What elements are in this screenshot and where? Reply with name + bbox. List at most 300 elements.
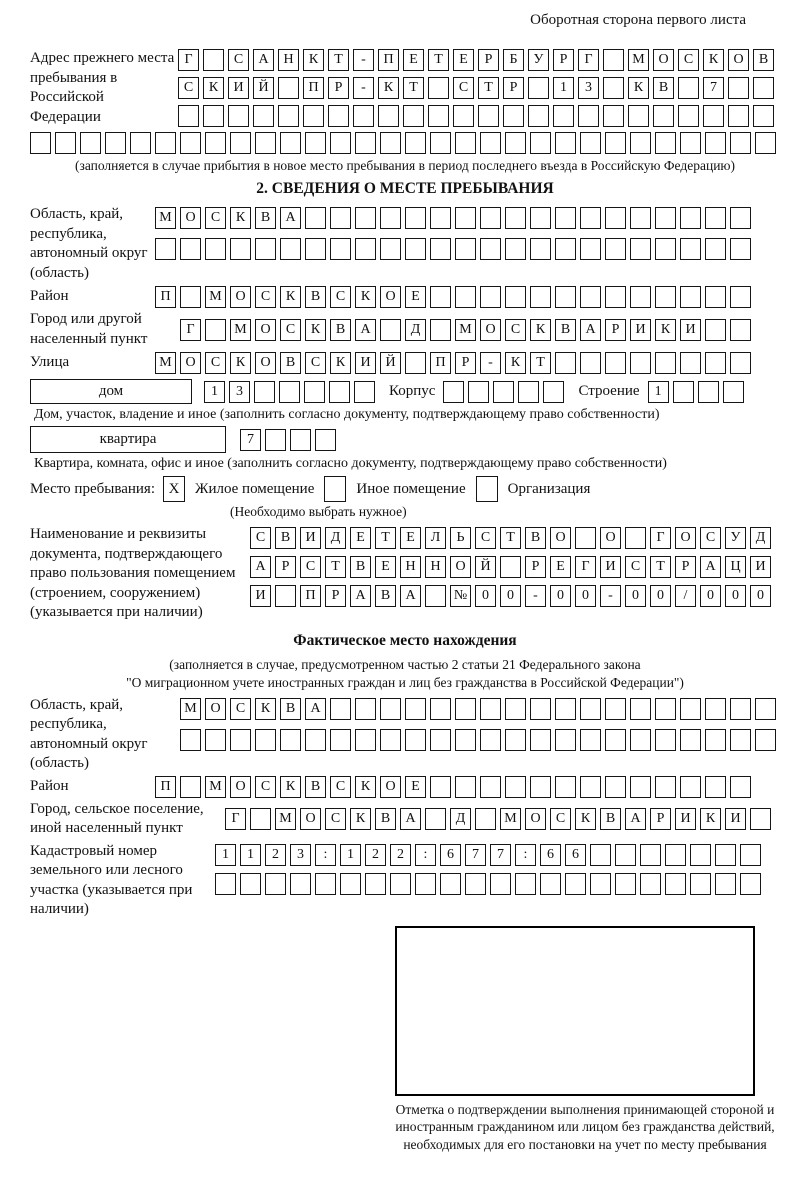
char-cell[interactable]: О <box>600 527 621 549</box>
char-cell[interactable] <box>530 207 551 229</box>
char-cell[interactable]: К <box>280 286 301 308</box>
char-cell[interactable]: К <box>378 77 399 99</box>
char-cell[interactable]: К <box>655 319 676 341</box>
char-cell[interactable]: Р <box>503 77 524 99</box>
char-cell[interactable]: К <box>280 776 301 798</box>
char-cell[interactable]: : <box>315 844 336 866</box>
char-cell[interactable]: О <box>300 808 321 830</box>
char-cell[interactable]: Р <box>553 49 574 71</box>
char-cell[interactable] <box>180 776 201 798</box>
char-cell[interactable]: 2 <box>265 844 286 866</box>
char-cell[interactable] <box>673 381 694 403</box>
char-cell[interactable]: Р <box>650 808 671 830</box>
char-cell[interactable] <box>578 105 599 127</box>
char-cell[interactable] <box>615 873 636 895</box>
char-cell[interactable]: В <box>555 319 576 341</box>
char-cell[interactable] <box>340 873 361 895</box>
char-cell[interactable] <box>280 238 301 260</box>
char-cell[interactable]: Т <box>375 527 396 549</box>
char-cell[interactable]: Е <box>350 527 371 549</box>
char-cell[interactable] <box>230 238 251 260</box>
char-cell[interactable] <box>530 238 551 260</box>
char-cell[interactable]: С <box>475 527 496 549</box>
char-cell[interactable]: - <box>600 585 621 607</box>
char-cell[interactable]: : <box>515 844 536 866</box>
char-cell[interactable] <box>605 132 626 154</box>
char-cell[interactable]: В <box>255 207 276 229</box>
char-cell[interactable] <box>330 698 351 720</box>
char-cell[interactable] <box>705 132 726 154</box>
char-cell[interactable] <box>480 776 501 798</box>
char-cell[interactable] <box>630 698 651 720</box>
char-cell[interactable] <box>380 238 401 260</box>
char-cell[interactable]: С <box>250 527 271 549</box>
char-cell[interactable] <box>255 238 276 260</box>
char-cell[interactable]: К <box>330 352 351 374</box>
char-cell[interactable] <box>753 105 774 127</box>
char-cell[interactable] <box>580 729 601 751</box>
char-cell[interactable]: М <box>205 776 226 798</box>
char-cell[interactable]: Г <box>575 556 596 578</box>
char-cell[interactable] <box>690 873 711 895</box>
char-cell[interactable] <box>723 381 744 403</box>
char-cell[interactable]: Р <box>478 49 499 71</box>
char-cell[interactable]: Т <box>478 77 499 99</box>
char-cell[interactable]: Г <box>578 49 599 71</box>
char-cell[interactable] <box>275 585 296 607</box>
char-cell[interactable]: С <box>230 698 251 720</box>
char-cell[interactable] <box>505 698 526 720</box>
char-cell[interactable]: Р <box>275 556 296 578</box>
char-cell[interactable]: Д <box>405 319 426 341</box>
char-cell[interactable]: - <box>525 585 546 607</box>
char-cell[interactable] <box>355 207 376 229</box>
char-cell[interactable] <box>180 286 201 308</box>
char-cell[interactable]: 3 <box>578 77 599 99</box>
char-cell[interactable]: Е <box>453 49 474 71</box>
char-cell[interactable]: Н <box>400 556 421 578</box>
char-cell[interactable] <box>630 729 651 751</box>
char-cell[interactable]: К <box>303 49 324 71</box>
char-cell[interactable] <box>455 698 476 720</box>
char-cell[interactable] <box>630 132 651 154</box>
char-cell[interactable] <box>555 238 576 260</box>
char-cell[interactable] <box>105 132 126 154</box>
char-cell[interactable] <box>730 132 751 154</box>
char-cell[interactable]: К <box>703 49 724 71</box>
char-cell[interactable] <box>530 698 551 720</box>
char-cell[interactable] <box>505 286 526 308</box>
char-cell[interactable] <box>705 319 726 341</box>
char-cell[interactable]: П <box>430 352 451 374</box>
char-cell[interactable]: В <box>653 77 674 99</box>
char-cell[interactable] <box>405 729 426 751</box>
char-cell[interactable] <box>430 729 451 751</box>
char-cell[interactable] <box>603 49 624 71</box>
char-cell[interactable]: В <box>600 808 621 830</box>
char-cell[interactable] <box>468 381 489 403</box>
char-cell[interactable] <box>603 77 624 99</box>
char-cell[interactable] <box>380 729 401 751</box>
char-cell[interactable] <box>740 873 761 895</box>
char-cell[interactable]: 0 <box>575 585 596 607</box>
char-cell[interactable]: Р <box>605 319 626 341</box>
char-cell[interactable]: А <box>280 207 301 229</box>
char-cell[interactable]: О <box>550 527 571 549</box>
char-cell[interactable]: Т <box>500 527 521 549</box>
char-cell[interactable] <box>555 776 576 798</box>
char-cell[interactable] <box>405 132 426 154</box>
char-cell[interactable] <box>490 873 511 895</box>
char-cell[interactable]: - <box>353 77 374 99</box>
char-cell[interactable]: Л <box>425 527 446 549</box>
char-cell[interactable]: П <box>378 49 399 71</box>
char-cell[interactable]: Т <box>530 352 551 374</box>
char-cell[interactable] <box>555 698 576 720</box>
char-cell[interactable] <box>430 319 451 341</box>
char-cell[interactable] <box>430 238 451 260</box>
char-cell[interactable] <box>753 77 774 99</box>
char-cell[interactable]: О <box>380 776 401 798</box>
char-cell[interactable] <box>315 873 336 895</box>
char-cell[interactable] <box>480 238 501 260</box>
char-cell[interactable] <box>505 729 526 751</box>
char-cell[interactable]: О <box>255 352 276 374</box>
char-cell[interactable] <box>678 77 699 99</box>
char-cell[interactable] <box>655 132 676 154</box>
char-cell[interactable]: И <box>300 527 321 549</box>
char-cell[interactable] <box>265 429 286 451</box>
char-cell[interactable] <box>403 105 424 127</box>
char-cell[interactable] <box>355 132 376 154</box>
char-cell[interactable]: С <box>280 319 301 341</box>
char-cell[interactable] <box>280 132 301 154</box>
char-cell[interactable] <box>730 286 751 308</box>
char-cell[interactable] <box>680 132 701 154</box>
char-cell[interactable]: С <box>300 556 321 578</box>
char-cell[interactable]: М <box>155 352 176 374</box>
char-cell[interactable]: Г <box>180 319 201 341</box>
char-cell[interactable] <box>255 132 276 154</box>
char-cell[interactable] <box>330 729 351 751</box>
char-cell[interactable] <box>605 698 626 720</box>
char-cell[interactable] <box>690 844 711 866</box>
char-cell[interactable] <box>505 238 526 260</box>
char-cell[interactable] <box>555 207 576 229</box>
char-cell[interactable] <box>255 729 276 751</box>
char-cell[interactable] <box>698 381 719 403</box>
char-cell[interactable] <box>330 132 351 154</box>
char-cell[interactable] <box>203 105 224 127</box>
char-cell[interactable] <box>680 776 701 798</box>
char-cell[interactable] <box>155 238 176 260</box>
char-cell[interactable] <box>455 207 476 229</box>
char-cell[interactable]: А <box>250 556 271 578</box>
char-cell[interactable]: - <box>480 352 501 374</box>
char-cell[interactable]: В <box>350 556 371 578</box>
char-cell[interactable]: И <box>630 319 651 341</box>
char-cell[interactable] <box>590 873 611 895</box>
char-cell[interactable] <box>443 381 464 403</box>
char-cell[interactable] <box>755 729 776 751</box>
char-cell[interactable]: К <box>350 808 371 830</box>
char-cell[interactable]: Д <box>450 808 471 830</box>
char-cell[interactable] <box>430 286 451 308</box>
char-cell[interactable] <box>480 132 501 154</box>
char-cell[interactable] <box>480 698 501 720</box>
char-cell[interactable]: К <box>255 698 276 720</box>
char-cell[interactable] <box>425 585 446 607</box>
char-cell[interactable] <box>304 381 325 403</box>
char-cell[interactable]: К <box>305 319 326 341</box>
char-cell[interactable] <box>380 319 401 341</box>
char-cell[interactable] <box>130 132 151 154</box>
char-cell[interactable]: О <box>675 527 696 549</box>
char-cell[interactable]: И <box>750 556 771 578</box>
char-cell[interactable] <box>455 286 476 308</box>
char-cell[interactable]: Й <box>253 77 274 99</box>
char-cell[interactable]: П <box>303 77 324 99</box>
char-cell[interactable]: 0 <box>550 585 571 607</box>
char-cell[interactable] <box>615 844 636 866</box>
char-cell[interactable]: С <box>205 352 226 374</box>
char-cell[interactable] <box>730 207 751 229</box>
char-cell[interactable] <box>653 105 674 127</box>
char-cell[interactable] <box>428 77 449 99</box>
char-cell[interactable]: Ь <box>450 527 471 549</box>
char-cell[interactable]: Ц <box>725 556 746 578</box>
char-cell[interactable] <box>303 105 324 127</box>
char-cell[interactable]: М <box>628 49 649 71</box>
char-cell[interactable] <box>730 698 751 720</box>
char-cell[interactable]: М <box>205 286 226 308</box>
char-cell[interactable] <box>630 776 651 798</box>
char-cell[interactable] <box>505 132 526 154</box>
char-cell[interactable] <box>580 352 601 374</box>
char-cell[interactable] <box>290 429 311 451</box>
char-cell[interactable] <box>305 729 326 751</box>
char-cell[interactable] <box>205 238 226 260</box>
char-cell[interactable] <box>390 873 411 895</box>
char-cell[interactable] <box>705 352 726 374</box>
char-cell[interactable]: Т <box>328 49 349 71</box>
char-cell[interactable] <box>555 132 576 154</box>
char-cell[interactable]: 7 <box>240 429 261 451</box>
char-cell[interactable] <box>530 132 551 154</box>
char-cell[interactable] <box>630 207 651 229</box>
char-cell[interactable] <box>580 776 601 798</box>
char-cell[interactable]: И <box>725 808 746 830</box>
char-cell[interactable]: Р <box>455 352 476 374</box>
char-cell[interactable] <box>730 238 751 260</box>
char-cell[interactable]: С <box>305 352 326 374</box>
char-cell[interactable]: О <box>480 319 501 341</box>
char-cell[interactable] <box>328 105 349 127</box>
char-cell[interactable] <box>315 429 336 451</box>
char-cell[interactable] <box>755 698 776 720</box>
char-cell[interactable]: С <box>325 808 346 830</box>
char-cell[interactable]: О <box>230 776 251 798</box>
char-cell[interactable] <box>480 729 501 751</box>
char-cell[interactable]: 1 <box>340 844 361 866</box>
char-cell[interactable] <box>605 729 626 751</box>
char-cell[interactable] <box>278 105 299 127</box>
char-cell[interactable] <box>580 286 601 308</box>
char-cell[interactable] <box>705 238 726 260</box>
char-cell[interactable]: О <box>653 49 674 71</box>
char-cell[interactable] <box>180 238 201 260</box>
char-cell[interactable]: В <box>280 698 301 720</box>
char-cell[interactable] <box>530 729 551 751</box>
char-cell[interactable]: И <box>675 808 696 830</box>
char-cell[interactable]: М <box>230 319 251 341</box>
char-cell[interactable] <box>630 238 651 260</box>
char-cell[interactable]: С <box>205 207 226 229</box>
char-cell[interactable] <box>705 729 726 751</box>
char-cell[interactable] <box>430 132 451 154</box>
char-cell[interactable]: В <box>525 527 546 549</box>
char-cell[interactable]: 0 <box>475 585 496 607</box>
char-cell[interactable]: В <box>305 776 326 798</box>
char-cell[interactable]: Е <box>550 556 571 578</box>
char-cell[interactable]: Т <box>325 556 346 578</box>
char-cell[interactable]: 0 <box>725 585 746 607</box>
char-cell[interactable]: 7 <box>703 77 724 99</box>
char-cell[interactable]: О <box>450 556 471 578</box>
char-cell[interactable] <box>480 286 501 308</box>
char-cell[interactable]: П <box>155 776 176 798</box>
char-cell[interactable] <box>715 844 736 866</box>
char-cell[interactable] <box>530 776 551 798</box>
char-cell[interactable]: Е <box>375 556 396 578</box>
char-cell[interactable] <box>380 132 401 154</box>
char-cell[interactable] <box>430 776 451 798</box>
char-cell[interactable] <box>655 698 676 720</box>
char-cell[interactable] <box>205 132 226 154</box>
char-cell[interactable] <box>515 873 536 895</box>
stay-type-checkbox-organization[interactable] <box>476 476 498 502</box>
char-cell[interactable] <box>505 776 526 798</box>
char-cell[interactable] <box>715 873 736 895</box>
char-cell[interactable]: В <box>330 319 351 341</box>
char-cell[interactable]: А <box>700 556 721 578</box>
char-cell[interactable]: В <box>753 49 774 71</box>
char-cell[interactable] <box>280 729 301 751</box>
char-cell[interactable]: И <box>228 77 249 99</box>
char-cell[interactable] <box>455 132 476 154</box>
char-cell[interactable]: Й <box>475 556 496 578</box>
char-cell[interactable] <box>640 873 661 895</box>
stay-type-checkbox-other[interactable] <box>324 476 346 502</box>
char-cell[interactable] <box>728 105 749 127</box>
char-cell[interactable] <box>605 238 626 260</box>
char-cell[interactable] <box>250 808 271 830</box>
char-cell[interactable]: Н <box>278 49 299 71</box>
char-cell[interactable]: К <box>230 207 251 229</box>
char-cell[interactable] <box>305 238 326 260</box>
char-cell[interactable] <box>705 776 726 798</box>
char-cell[interactable] <box>528 105 549 127</box>
char-cell[interactable] <box>580 238 601 260</box>
char-cell[interactable] <box>355 729 376 751</box>
char-cell[interactable]: Е <box>403 49 424 71</box>
char-cell[interactable] <box>355 238 376 260</box>
char-cell[interactable]: К <box>505 352 526 374</box>
char-cell[interactable]: И <box>355 352 376 374</box>
char-cell[interactable] <box>465 873 486 895</box>
char-cell[interactable] <box>329 381 350 403</box>
char-cell[interactable] <box>580 698 601 720</box>
char-cell[interactable]: К <box>203 77 224 99</box>
char-cell[interactable]: М <box>275 808 296 830</box>
char-cell[interactable] <box>265 873 286 895</box>
char-cell[interactable]: Г <box>178 49 199 71</box>
char-cell[interactable] <box>605 207 626 229</box>
char-cell[interactable] <box>575 527 596 549</box>
char-cell[interactable] <box>503 105 524 127</box>
char-cell[interactable]: О <box>230 286 251 308</box>
char-cell[interactable] <box>180 729 201 751</box>
char-cell[interactable] <box>540 873 561 895</box>
char-cell[interactable]: Е <box>400 527 421 549</box>
char-cell[interactable] <box>415 873 436 895</box>
char-cell[interactable]: М <box>455 319 476 341</box>
char-cell[interactable] <box>330 207 351 229</box>
char-cell[interactable] <box>603 105 624 127</box>
char-cell[interactable] <box>680 286 701 308</box>
house-type-box[interactable]: дом <box>30 379 192 404</box>
char-cell[interactable] <box>680 207 701 229</box>
char-cell[interactable]: П <box>155 286 176 308</box>
char-cell[interactable] <box>740 844 761 866</box>
char-cell[interactable]: 7 <box>465 844 486 866</box>
char-cell[interactable] <box>405 238 426 260</box>
char-cell[interactable] <box>203 49 224 71</box>
char-cell[interactable] <box>580 207 601 229</box>
char-cell[interactable]: 3 <box>290 844 311 866</box>
char-cell[interactable] <box>625 527 646 549</box>
char-cell[interactable]: 3 <box>229 381 250 403</box>
char-cell[interactable]: Й <box>380 352 401 374</box>
char-cell[interactable] <box>405 207 426 229</box>
char-cell[interactable] <box>355 698 376 720</box>
char-cell[interactable]: Е <box>405 286 426 308</box>
char-cell[interactable]: К <box>530 319 551 341</box>
char-cell[interactable]: 2 <box>365 844 386 866</box>
char-cell[interactable] <box>365 873 386 895</box>
char-cell[interactable]: Г <box>650 527 671 549</box>
char-cell[interactable]: 0 <box>650 585 671 607</box>
char-cell[interactable]: У <box>528 49 549 71</box>
char-cell[interactable]: С <box>178 77 199 99</box>
char-cell[interactable] <box>640 844 661 866</box>
char-cell[interactable] <box>80 132 101 154</box>
char-cell[interactable] <box>655 729 676 751</box>
char-cell[interactable] <box>555 352 576 374</box>
char-cell[interactable]: С <box>453 77 474 99</box>
char-cell[interactable] <box>430 698 451 720</box>
char-cell[interactable]: С <box>678 49 699 71</box>
char-cell[interactable]: Д <box>325 527 346 549</box>
char-cell[interactable] <box>500 556 521 578</box>
char-cell[interactable]: 1 <box>240 844 261 866</box>
char-cell[interactable] <box>605 286 626 308</box>
char-cell[interactable]: С <box>330 776 351 798</box>
char-cell[interactable] <box>505 207 526 229</box>
char-cell[interactable] <box>665 844 686 866</box>
char-cell[interactable]: Р <box>325 585 346 607</box>
char-cell[interactable] <box>455 776 476 798</box>
